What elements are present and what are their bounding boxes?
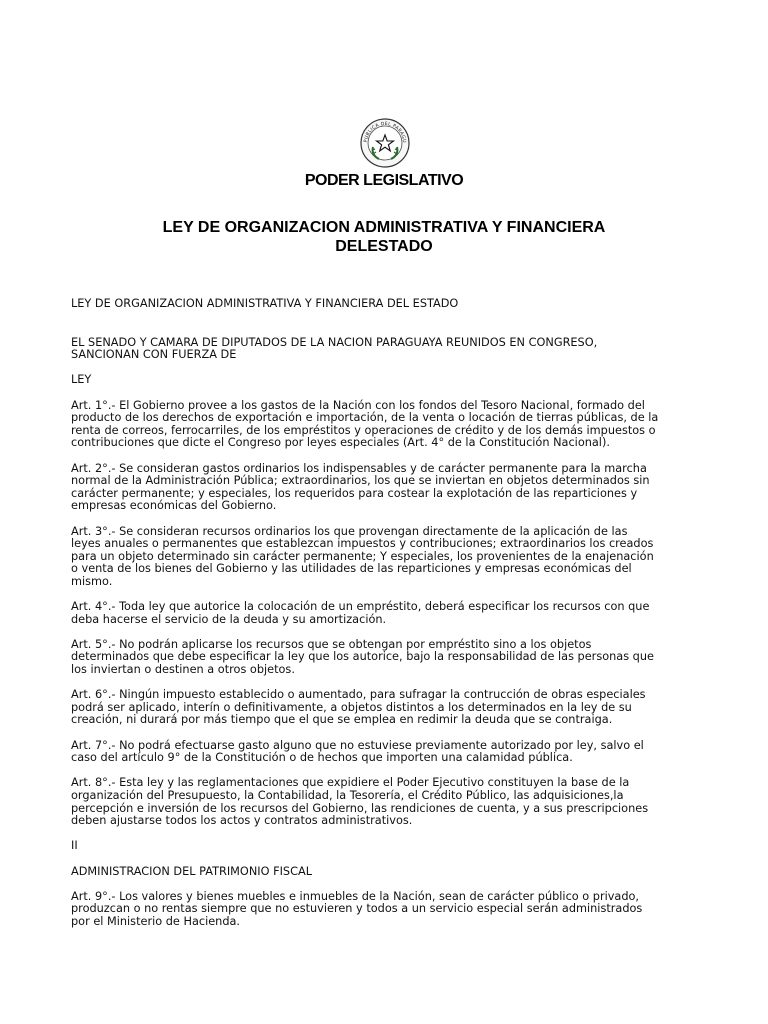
article-line: Art. 4°.- Toda ley que autorice la colocación de un empréstito, deberá especificar los recursos con que (71, 600, 650, 614)
article-line: Art. 3°.- Se consideran recursos ordinarios los que provengan directamente de la aplicación de las (71, 524, 628, 538)
article-1 (71, 400, 705, 450)
article-line: determinados que debe especificar la ley que los autorice, bajo la responsabilidad de las personas que (71, 650, 654, 664)
article-line: creación, ni durará por más tiempo que el que se emplea en redimir la deuda que se contraiga. (71, 713, 613, 727)
article-line: Art. 7°.- No podrá efectuarse gasto alguno que no estuviese previamente autorizado por ley, salvo el (71, 738, 644, 752)
document-title-line-2: DELESTADO (335, 238, 433, 255)
enacting-clause (71, 337, 705, 362)
document-title (60, 218, 708, 256)
enacting-clause-line: EL SENADO Y CAMARA DE DIPUTADOS DE LA NACION PARAGUAYA REUNIDOS EN CONGRESO, (71, 335, 598, 349)
article-line: los inviertan o destinen a otros objetos. (71, 663, 295, 677)
article-line: producto de los derechos de exportación e importación, de la venta o locación de tierras públicas, de la (71, 411, 659, 425)
law-title: LEY DE ORGANIZACION ADMINISTRATIVA Y FINANCIERA DEL ESTADO (71, 297, 459, 310)
article-line: contribuciones que dicte el Congreso por leyes especiales (Art. 4° de la Constitución Nacional). (71, 436, 610, 450)
article-line: carácter permanente; y especiales, los requeridos para costear la explotación de las reparticiones y (71, 486, 638, 500)
article-line: empresas económicas del Gobierno. (71, 499, 277, 513)
article-line: por el Ministerio de Hacienda. (71, 914, 241, 928)
article-4 (71, 601, 705, 626)
article-line: deben ajustarse todos los actos y contratos administrativos. (71, 814, 413, 828)
article-line: mismo. (71, 574, 113, 588)
article-line: leyes anuales o permanentes que establezcan impuestos y contribuciones; extraordinarios los creados (71, 537, 654, 551)
article-line: produzcan o no rentas siempre que no estuvieren y todos a un servicio especial serán administrados (71, 902, 643, 916)
section-title: ADMINISTRACION DEL PATRIMONIO FISCAL (71, 864, 312, 878)
article-5 (71, 639, 705, 677)
article-line: percepción e inversión de los recursos del Gobierno, las rendiciones de cuenta, y a sus prescripciones (71, 801, 649, 815)
article-line: organización del Presupuesto, la Contabilidad, la Tesorería, el Crédito Público, las adquisiciones,la (71, 788, 624, 802)
article-line: normal de la Administración Pública; extraordinarios, los que se inviertan en objetos determinados sin (71, 474, 650, 488)
article-line: podrá ser aplicado, interín o definitivamente, a objetos distintos a los determinados en la ley de su (71, 700, 632, 714)
article-line: para un objeto determinado sin carácter permanente; Y especiales, los provenientes de la enajenación (71, 549, 654, 563)
institution-heading: PODER LEGISLATIVO (304, 172, 464, 189)
document-title-line-1: LEY DE ORGANIZACION ADMINISTRATIVA Y FINANCIERA (162, 219, 606, 236)
article-8 (71, 777, 705, 827)
section-number: II (71, 839, 78, 853)
article-2 (71, 463, 705, 513)
article-line: renta de correos, ferrocarriles, de los empréstitos y operaciones de crédito y de los demás impuestos o (71, 423, 656, 437)
article-7 (71, 740, 705, 765)
document-body (71, 298, 705, 929)
article-line: caso del artículo 9° de la Constitución o de hechos que importen una calamidad pública. (71, 751, 573, 765)
article-line: Art. 8°.- Esta ley y las reglamentaciones que expidiere el Poder Ejecutivo constituyen la base de la (71, 776, 630, 790)
article-line: o venta de los bienes del Gobierno y las utilidades de las reparticiones y empresas económicas del (71, 562, 632, 576)
article-line: Art. 5°.- No podrán aplicarse los recursos que se obtengan por empréstito sino a los objetos (71, 637, 592, 651)
article-6 (71, 689, 705, 727)
article-9 (71, 891, 705, 929)
article-line: Art. 2°.- Se consideran gastos ordinarios los indispensables y de carácter permanente para la marcha (71, 461, 647, 475)
ley-label: LEY (71, 373, 92, 387)
national-seal-icon (359, 117, 411, 169)
article-line: deba hacerse el servicio de la deuda y su amortización. (71, 612, 387, 626)
article-line: Art. 1°.- El Gobierno provee a los gastos de la Nación con los fondos del Tesoro Nacional, formado del (71, 398, 645, 412)
article-line: Art. 9°.- Los valores y bienes muebles e inmuebles de la Nación, sean de carácter público o privado, (71, 889, 640, 903)
article-3 (71, 526, 705, 589)
enacting-clause-line: SANCIONAN CON FUERZA DE (71, 348, 237, 362)
article-line: Art. 6°.- Ningún impuesto establecido o aumentado, para sufragar la contrucción de obras especiales (71, 688, 646, 702)
seal-text: PUBLICA DEL PARAGU (363, 121, 407, 144)
